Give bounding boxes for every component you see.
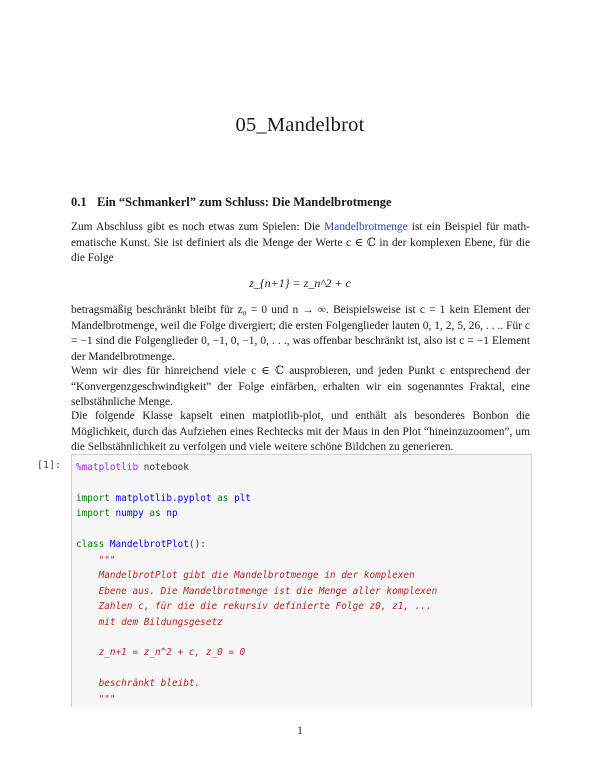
code-line: Zahlen c, für die die rekursiv definierte Folge z0, z1, ...	[76, 601, 432, 613]
mandelbrot-link[interactable]: Mandelbrotmenge	[324, 221, 408, 233]
code-line: import matplotlib.pyplot as plt	[76, 492, 252, 504]
page-number: 1	[297, 725, 303, 737]
section-title: Ein “Schmankerl” zum Schluss: Die Mandelbrotmenge	[97, 195, 392, 209]
intro-text: Zum Abschluss gibt es noch etwas zum Spielen: Die	[71, 221, 325, 233]
paragraph-fractal: Wenn wir dies für hinreichend viele c ∈ ℂ ausprobieren, und jeden Punkt c entsprechend der “Konvergenzgeschwindigkeit” der Folge einfärben, erhalten wir ein sogenanntes Fraktal, eine selbstähnliche Menge.	[71, 365, 530, 408]
paragraph-intro	[71, 220, 530, 267]
paragraph-examples: betragsmäßig beschränkt bleibt für z₀ = 0 und n → ∞. Beispielsweise ist c = 1 kein Element der Mandelbrotmenge, weil die Folge divergiert; die ersten Folgenglieder lauten 0, 1, 2, 5, 26, . . .. Für c = −1 sind die Folgenglieder 0, −1, 0, −1, 0, . . ., was offenbar beschränkt ist, also ist c = −1 Element der Mandelbrotmenge.	[71, 304, 530, 363]
paragraph-class-description: Die folgende Klasse kapselt einen matplotlib-plot, und enthält als besonderes Bonbon die Möglichkeit, durch das Aufziehen eines Rechtecks mit der Maus in den Plot “hineinzuzoomen”, um die Selbstähnlichkeit zu verfolgen und viele weitere schöne Bildchen zu generieren.	[71, 410, 530, 453]
cell-prompt: [1]:	[37, 460, 62, 471]
code-line: Ebene aus. Die Mandelbrotmenge ist die Menge aller komplexen	[76, 585, 438, 597]
code-line: beschränkt bleibt.	[76, 678, 201, 690]
code-line: """	[76, 693, 116, 705]
code-line: %matplotlib notebook	[76, 462, 189, 473]
document-title: 05_Mandelbrot	[235, 114, 365, 136]
code-line: class MandelbrotPlot():	[76, 539, 206, 551]
code-line: """	[76, 554, 116, 566]
section-heading	[71, 195, 392, 210]
recursion-formula: z_{n+1} = z_n^2 + c	[249, 276, 351, 290]
code-block	[72, 455, 531, 707]
code-line: MandelbrotPlot gibt die Mandelbrotmenge in der komplexen	[76, 570, 415, 582]
code-line: import numpy as np	[76, 508, 178, 520]
code-line: z_n+1 = z_n^2 + c, z_0 = 0	[76, 647, 246, 659]
intro-text-continued: ist ein Beispiel für math-ematische Kunst. Sie ist definiert als die Menge der Werte c ∈ ℂ in der komplexen Ebene, für die die Folge	[71, 221, 530, 264]
section-number: 0.1	[71, 195, 87, 209]
code-line: mit dem Bildungsgesetz	[76, 616, 223, 628]
code-cell[interactable]	[71, 454, 532, 707]
